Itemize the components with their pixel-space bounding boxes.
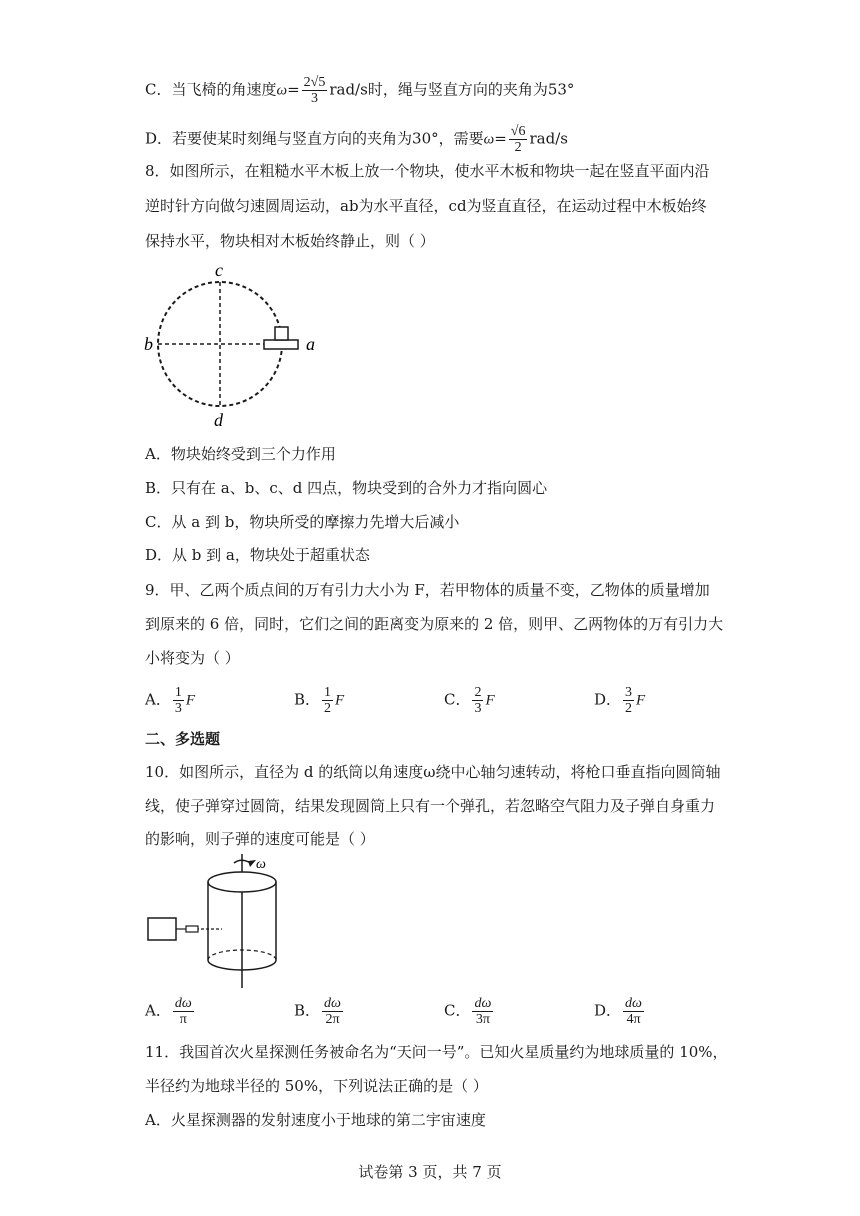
q7d-num: √6 xyxy=(510,124,526,139)
q8-board xyxy=(264,340,298,349)
q9-line-2: 到原来的 6 倍，同时，它们之间的距离变为原来的 2 倍，则甲、乙两物体的万有引力大 xyxy=(145,615,724,633)
q10b-label: B． xyxy=(294,1001,321,1020)
q10-option-d xyxy=(594,996,646,1027)
q9a-label: A． xyxy=(145,690,171,709)
q7-option-d xyxy=(145,124,568,155)
q9c-var: F xyxy=(485,692,495,709)
q9-option-b xyxy=(294,685,344,716)
q10b-fraction xyxy=(322,996,343,1027)
q9a-num: 1 xyxy=(174,685,182,700)
q7c-den: 3 xyxy=(311,91,318,106)
q9a-fraction xyxy=(173,685,184,716)
q9-line-1: 9．甲、乙两个质点间的万有引力大小为 F，若甲物体的质量不变，乙物体的质量增加 xyxy=(145,581,710,599)
q7d-unit: rad/s xyxy=(529,129,568,148)
q8-label-b: b xyxy=(144,334,153,354)
q9a-var: F xyxy=(185,692,196,709)
q8-line-3: 保持水平，物块相对木板始终静止，则（ ） xyxy=(145,232,435,250)
q10-option-a xyxy=(145,996,196,1027)
q11-line-1: 11．我国首次火星探测任务被命名为“天问一号”。已知火星质量约为地球质量的 10%， xyxy=(145,1043,728,1061)
q8-label-c: c xyxy=(215,260,223,280)
q10-line-2: 线，使子弹穿过圆筒，结果发现圆筒上只有一个弹孔，若忽略空气阻力及子弹自身重力 xyxy=(145,797,716,815)
q10c-num: dω xyxy=(474,996,492,1011)
q10-line-3: 的影响，则子弹的速度可能是（ ） xyxy=(145,830,375,848)
q9-line-3: 小将变为（ ） xyxy=(145,649,240,667)
q9b-var: F xyxy=(335,692,345,709)
q11-option-a: A．火星探测器的发射速度小于地球的第二宇宙速度 xyxy=(145,1111,486,1129)
q7d-den: 2 xyxy=(514,140,522,155)
q10a-den: π xyxy=(179,1012,187,1027)
q9d-den: 2 xyxy=(625,701,633,716)
q9d-var: F xyxy=(636,692,646,709)
q9d-num: 3 xyxy=(625,685,633,700)
q10-omega-label: ω xyxy=(256,857,266,872)
q7c-omega: ω xyxy=(276,82,288,99)
q10d-num: dω xyxy=(625,996,642,1011)
q8-label-d: d xyxy=(214,410,223,430)
q10-bullet xyxy=(186,926,198,932)
q10c-den: 3π xyxy=(475,1012,490,1027)
q10b-den: 2π xyxy=(325,1012,340,1027)
q7d-fraction xyxy=(509,124,528,155)
q8-label-a: a xyxy=(306,334,315,354)
q8-line-2: 逆时针方向做匀速圆周运动，ab为水平直径，cd为竖直直径，在运动过程中木板始终 xyxy=(145,197,707,215)
page-footer: 试卷第 3 页，共 7 页 xyxy=(358,1163,502,1181)
q8-option-c: C．从 a 到 b，物块所受的摩擦力先增大后减小 xyxy=(145,513,460,531)
q7d-prefix: D．若要使某时刻绳与竖直方向的夹角为30°，需要 xyxy=(145,129,484,148)
q8-circle-figure xyxy=(140,260,330,430)
q9c-label: C． xyxy=(444,690,471,709)
q9-option-a xyxy=(145,685,195,716)
q10d-label: D． xyxy=(594,1001,622,1020)
q10-option-b xyxy=(294,996,345,1027)
q7d-omega: ω xyxy=(483,131,495,148)
q7c-unit: rad/s xyxy=(329,80,368,99)
q9c-fraction xyxy=(472,685,483,716)
q7c-eq: = xyxy=(287,80,300,99)
q10-cylinder-top xyxy=(208,872,276,892)
q10d-fraction xyxy=(623,996,644,1027)
q9b-fraction xyxy=(322,685,333,716)
q9a-den: 3 xyxy=(174,701,182,716)
q10c-label: C． xyxy=(444,1001,471,1020)
q10-cylinder-figure xyxy=(140,852,290,992)
q9b-den: 2 xyxy=(324,701,332,716)
q7c-fraction xyxy=(302,75,328,106)
q10c-fraction xyxy=(472,996,493,1027)
q9c-den: 3 xyxy=(474,701,482,716)
q10a-fraction xyxy=(173,996,194,1027)
q7c-prefix: C．当飞椅的角速度 xyxy=(145,80,277,99)
q9d-fraction xyxy=(623,685,634,716)
q9-option-d xyxy=(594,685,645,716)
q8-block xyxy=(275,327,288,340)
q10-rotation-arrow-icon xyxy=(248,860,256,867)
q8-option-a: A．物块始终受到三个力作用 xyxy=(145,445,336,463)
q9b-label: B． xyxy=(294,690,321,709)
q9b-num: 1 xyxy=(324,685,332,700)
q8-line-1: 8．如图所示，在粗糙水平木板上放一个物块，使水平木板和物块一起在竖直平面内沿 xyxy=(145,162,710,180)
q10b-num: dω xyxy=(324,996,341,1011)
q10-gun-body xyxy=(148,918,176,940)
q8-option-b: B．只有在 a、b、c、d 四点，物块受到的合外力才指向圆心 xyxy=(145,479,548,497)
q7c-num: 2√5 xyxy=(303,75,326,90)
q9-option-c xyxy=(444,685,495,716)
q10a-label: A． xyxy=(145,1001,171,1020)
q9c-num: 2 xyxy=(474,685,482,700)
q7d-eq: = xyxy=(494,129,507,148)
q7c-suffix: 时，绳与竖直方向的夹角为53° xyxy=(367,80,575,99)
section-multiple-choice-heading: 二、多选题 xyxy=(145,730,221,748)
q7-option-c xyxy=(145,75,574,106)
q10-option-c xyxy=(444,996,495,1027)
q10a-num: dω xyxy=(174,996,192,1011)
q9d-label: D． xyxy=(594,690,622,709)
q11-line-2: 半径约为地球半径的 50%，下列说法正确的是（ ） xyxy=(145,1077,488,1095)
q10d-den: 4π xyxy=(626,1012,641,1027)
q8-option-d: D．从 b 到 a，物块处于超重状态 xyxy=(145,546,370,564)
q10-line-1: 10．如图所示，直径为 d 的纸筒以角速度ω绕中心轴匀速转动，将枪口垂直指向圆筒轴 xyxy=(145,763,721,781)
